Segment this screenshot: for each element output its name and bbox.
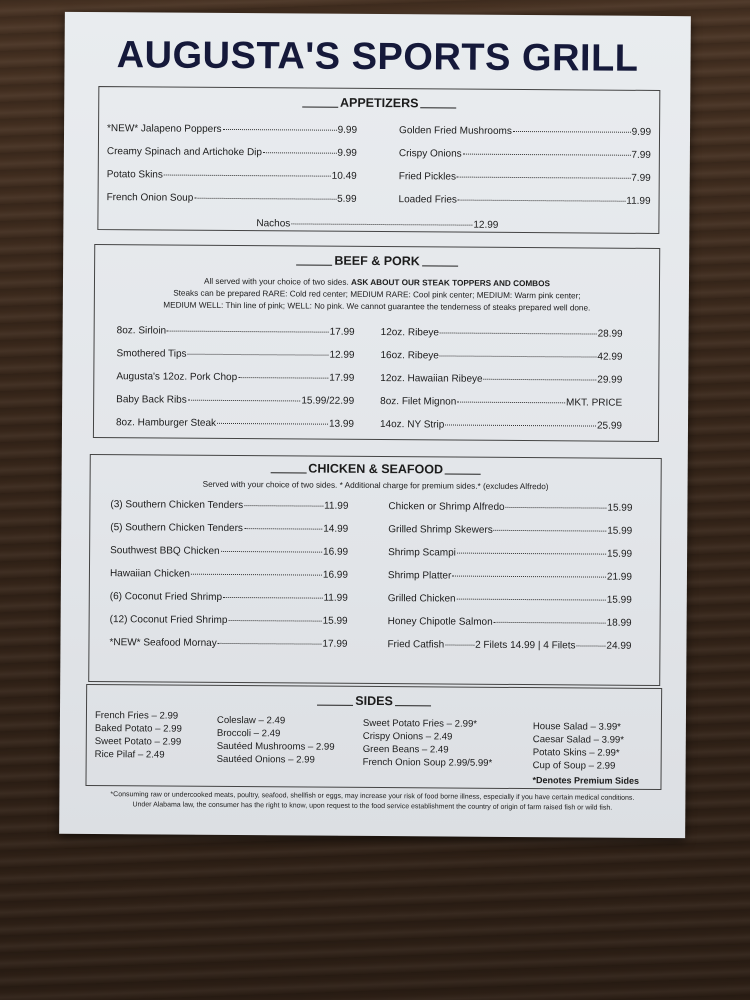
leader-dots [494, 622, 606, 624]
leader-dots [440, 332, 597, 334]
sides-column-4 [533, 720, 625, 773]
side-item: Green Beans – 2.49 [362, 743, 449, 756]
leader-dots [244, 528, 322, 530]
side-item: Cup of Soup – 2.99 [532, 760, 616, 772]
menu-item-price: 18.99 [606, 617, 632, 629]
menu-item-name: Smothered Tips [116, 348, 187, 360]
menu-item [387, 639, 631, 652]
sides-title: SIDES [87, 692, 661, 710]
menu-item-name: Fried Pickles [398, 171, 457, 183]
leader-dots [194, 198, 336, 200]
beef-note-line1: All served with your choice of two sides. ASK ABOUT OUR STEAK TOPPERS AND COMBOS [203, 276, 550, 289]
menu-item-price: 15.99 [606, 594, 632, 606]
menu-item-price: 10.49 [331, 170, 357, 182]
menu-item-name: Grilled Chicken [387, 593, 456, 605]
menu-item [110, 499, 348, 512]
sides-section [85, 684, 662, 790]
menu-item [399, 148, 651, 161]
menu-item-price: 42.99 [597, 351, 623, 363]
menu-item-name: Augusta's 12oz. Pork Chop [116, 371, 238, 384]
menu-item-name: Shrimp Platter [387, 570, 452, 582]
menu-item-name: (6) Coconut Fried Shrimp [109, 591, 223, 603]
leader-dots [463, 154, 631, 156]
side-item: Crispy Onions – 2.49 [362, 730, 453, 743]
menu-item-price: 29.99 [597, 374, 623, 386]
side-item: Broccoli – 2.49 [216, 727, 281, 740]
menu-item-price: 14.99 [323, 523, 349, 535]
menu-item-name: 12oz. Hawaiian Ribeye [380, 373, 483, 385]
leader-dots [188, 354, 329, 356]
menu-item-name: Shrimp Scampi [388, 547, 456, 559]
menu-item [107, 169, 357, 182]
leader-dots [440, 355, 597, 357]
menu-item-price: 24.99 [606, 640, 632, 652]
leader-dots [221, 551, 322, 553]
menu-item-price: 17.99 [322, 638, 348, 650]
menu-item-name: 14oz. NY Strip [379, 419, 445, 431]
leader-dots [167, 331, 329, 333]
menu-item-name: *NEW* Jalapeno Poppers [107, 123, 222, 135]
menu-item-price: 12.99 [473, 219, 499, 231]
sides-column-2 [217, 714, 335, 767]
menu-item-price: 11.99 [323, 592, 348, 604]
menu-item [380, 350, 622, 363]
menu-item-name: (3) Southern Chicken Tenders [110, 499, 244, 512]
menu-item-price: 5.99 [337, 193, 357, 205]
menu-item-price: 7.99 [631, 172, 651, 184]
menu-item-price: 21.99 [606, 571, 632, 583]
chicken-seafood-section [88, 454, 662, 686]
side-item: Potato Skins – 2.99* [532, 747, 620, 759]
menu-item [399, 171, 651, 184]
menu-item-name: Nachos [256, 218, 291, 230]
menu-item-price: 9.99 [337, 124, 358, 136]
menu-item [399, 194, 651, 207]
appetizers-section [97, 86, 660, 234]
menu-item [107, 192, 357, 205]
menu-item-price: 2 Filets 14.99 | 4 Filets [475, 639, 576, 652]
menu-item [388, 524, 632, 537]
menu-item [110, 591, 348, 604]
menu-item-price: 15.99 [607, 548, 633, 560]
side-item: French Fries – 2.99 [94, 710, 179, 722]
leader-dots [164, 175, 331, 177]
leader-dots [457, 599, 606, 601]
menu-item-name: Southwest BBQ Chicken [110, 545, 220, 557]
menu-item [256, 218, 498, 231]
leader-dots [291, 223, 472, 225]
menu-item-price: 15.99/22.99 [301, 395, 355, 407]
side-item: Sweet Potato – 2.99 [94, 736, 182, 748]
premium-sides-note: *Denotes Premium Sides [532, 775, 640, 786]
menu-item-name: Honey Chipotle Salmon [387, 616, 493, 628]
disclaimer [79, 790, 665, 814]
menu-item [107, 123, 357, 136]
menu-item-price: 11.99 [324, 500, 349, 512]
beef-pork-section [93, 244, 660, 442]
menu-item-name: Hawaiian Chicken [109, 568, 191, 580]
side-item: Sweet Potato Fries – 2.99* [362, 717, 478, 730]
menu-item-name: Crispy Onions [398, 148, 462, 160]
side-item: French Onion Soup 2.99/5.99* [362, 756, 493, 769]
menu-item-price: 9.99 [631, 126, 652, 138]
side-item: Sautéed Mushrooms – 2.99 [216, 740, 335, 753]
menu-item-name: Baby Back Ribs [116, 394, 187, 406]
menu-item-name: Grilled Shrimp Skewers [388, 524, 493, 536]
leader-dots [484, 379, 597, 381]
menu-item-price: 17.99 [329, 326, 355, 338]
menu-item-price: 15.99 [607, 525, 633, 537]
menu-item [399, 125, 651, 138]
menu-item [117, 325, 355, 338]
menu-item [110, 568, 348, 581]
menu-item-name: *NEW* Seafood Mornay [109, 637, 217, 649]
leader-dots [188, 400, 301, 402]
leader-dots [458, 200, 625, 202]
menu-item-name: (5) Southern Chicken Tenders [110, 522, 243, 535]
beef-note-line3: MEDIUM WELL: Thin line of pink; WELL: No pink. We cannot guarantee the tenderness of steaks prepared well done. [163, 300, 591, 313]
menu-item [380, 396, 622, 409]
leader-dots [445, 644, 474, 645]
chicken-seafood-title: CHICKEN & SEAFOOD [91, 460, 661, 478]
leader-dots [457, 177, 630, 179]
side-item: Rice Pilaf – 2.49 [94, 749, 165, 761]
menu-item [116, 371, 354, 384]
menu-item-name: French Onion Soup [106, 192, 194, 204]
menu-item [380, 373, 622, 386]
leader-dots [457, 402, 565, 404]
menu-item-price: 16.99 [322, 569, 348, 581]
menu-item [388, 547, 632, 560]
leader-dots [238, 377, 328, 379]
leader-dots [452, 576, 606, 578]
menu-item [388, 570, 632, 583]
menu-item-price: MKT. PRICE [565, 397, 623, 409]
menu-item-name: 8oz. Sirloin [116, 325, 167, 337]
leader-dots [577, 645, 606, 646]
menu-item-price: 13.99 [328, 418, 355, 430]
menu-item-name: (12) Coconut Fried Shrimp [109, 614, 228, 626]
menu-item-price: 11.99 [626, 195, 651, 207]
menu-item-name: Golden Fried Mushrooms [399, 125, 512, 137]
menu-item-name: Potato Skins [106, 169, 163, 181]
menu-item [388, 616, 632, 629]
menu-item-price: 15.99 [322, 615, 348, 627]
restaurant-name: AUGUSTA'S SPORTS GRILL [116, 34, 639, 80]
side-item: Coleslaw – 2.49 [216, 714, 286, 727]
menu-item-name: Chicken or Shrimp Alfredo [388, 501, 505, 513]
menu-item-price: 25.99 [596, 420, 623, 432]
menu-item [110, 614, 348, 627]
menu-item-price: 7.99 [631, 149, 651, 161]
leader-dots [244, 505, 323, 507]
menu-item [388, 593, 632, 606]
menu-item-name: Fried Catfish [387, 639, 445, 651]
side-item: Baked Potato – 2.99 [94, 723, 182, 735]
appetizers-title: APPETIZERS [99, 94, 659, 112]
chicken-note: Served with your choice of two sides. * Additional charge for premium sides.* (excludes Alfredo) [202, 479, 549, 492]
beef-pork-title: BEEF & PORK [95, 252, 659, 270]
leader-dots [218, 643, 322, 645]
side-item: House Salad – 3.99* [532, 721, 621, 733]
menu-item-price: 28.99 [597, 328, 623, 340]
menu-item-name: Creamy Spinach and Artichoke Dip [106, 146, 263, 159]
menu-item [380, 419, 622, 432]
leader-dots [494, 530, 606, 532]
leader-dots [217, 423, 328, 425]
menu-item [388, 501, 632, 514]
menu-item [381, 327, 623, 340]
side-item: Sautéed Onions – 2.99 [216, 753, 315, 766]
menu-item [107, 146, 357, 159]
menu-item-name: 8oz. Filet Mignon [380, 396, 457, 408]
menu-item-name: Loaded Fries [398, 194, 457, 206]
side-item: Caesar Salad – 3.99* [532, 734, 625, 746]
sides-column-1 [95, 709, 182, 762]
menu-item-price: 9.99 [337, 147, 357, 159]
leader-dots [223, 597, 322, 599]
menu-item-price: 17.99 [329, 372, 355, 384]
menu-item [116, 348, 354, 361]
disclaimer-line1: *Consuming raw or undercooked meats, poultry, seafood, shellfish or eggs, may increase your risk of food borne illness, especially if you have certain medical conditions. [110, 791, 635, 802]
leader-dots [263, 152, 336, 154]
menu-item-name: 8oz. Hamburger Steak [115, 417, 217, 429]
menu-item [116, 394, 354, 407]
leader-dots [228, 620, 321, 622]
disclaimer-line2: Under Alabama law, the consumer has the right to know, upon request to the food service establishment the country of origin of farm raised fish or wild fish. [132, 801, 613, 812]
sides-column-3 [363, 717, 493, 770]
menu-item-name: 12oz. Ribeye [380, 327, 440, 339]
menu-item-price: 12.99 [329, 349, 355, 361]
menu-item [110, 522, 348, 535]
leader-dots [457, 553, 606, 555]
menu-item-price: 16.99 [323, 546, 349, 558]
menu-item-name: 16oz. Ribeye [380, 350, 439, 362]
menu-item [109, 637, 347, 650]
leader-dots [513, 131, 631, 133]
menu-sheet [59, 12, 691, 838]
beef-note-line2: Steaks can be prepared RARE: Cold red center; MEDIUM RARE: Cool pink center; MEDIUM: Warm pink center; [173, 288, 581, 301]
leader-dots [191, 574, 322, 576]
leader-dots [445, 424, 596, 426]
menu-item [116, 417, 354, 430]
leader-dots [506, 507, 607, 509]
menu-item-price: 15.99 [607, 502, 633, 514]
menu-item [110, 545, 348, 558]
leader-dots [223, 129, 337, 131]
